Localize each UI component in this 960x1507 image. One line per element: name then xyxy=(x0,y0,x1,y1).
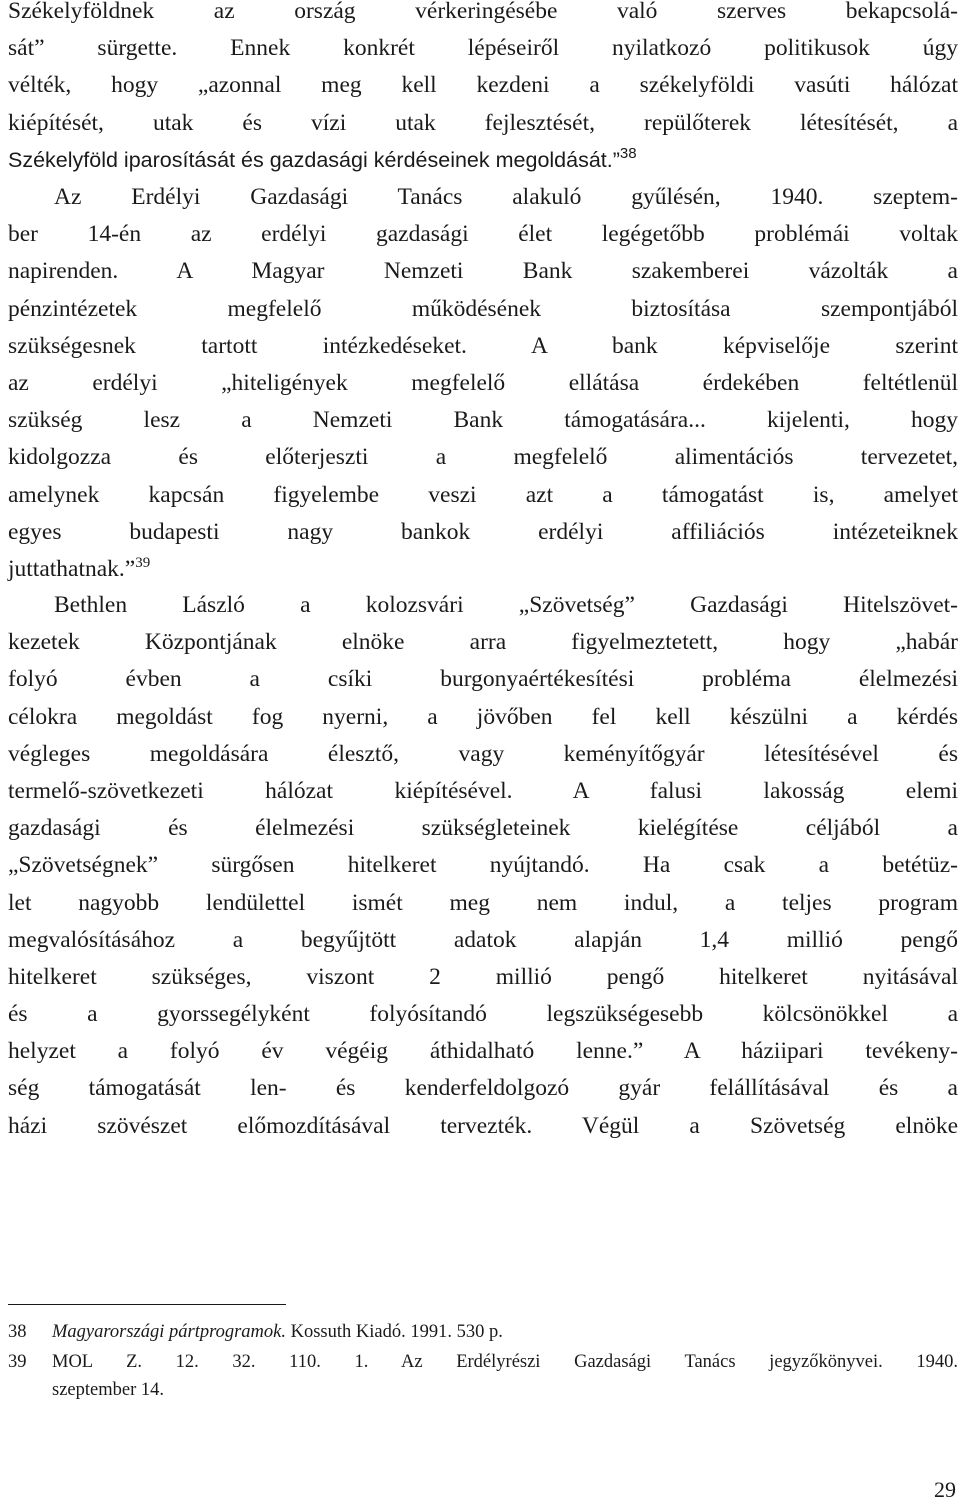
text-line: kidolgozza és előterjeszti a megfelelő alimentációs tervezetet, xyxy=(8,444,958,471)
footnote-text: szeptember 14. xyxy=(52,1380,164,1400)
text-line: pénzintézetek megfelelő működésének biztosítása szempontjából xyxy=(8,295,958,322)
text-line: gazdasági és élelmezési szükségleteinek kielégítése céljából a xyxy=(8,815,958,842)
text-line: helyzet a folyó év végéig áthidalható lenne.” A háziipari tevékeny- xyxy=(8,1038,958,1065)
text-line: és a gyorssegélyként folyósítandó legszükségesebb kölcsönökkel a xyxy=(8,1001,958,1028)
footnote-text: MOL Z. 12. 32. 110. 1. Az Erdélyrészi Gazdasági Tanács jegyzőkönyvei. 1940. xyxy=(52,1352,958,1372)
footnote-divider xyxy=(8,1304,286,1305)
text-line-last xyxy=(8,142,958,179)
footnote-39 xyxy=(8,1348,958,1404)
footnote-ref-38[interactable]: 38 xyxy=(619,144,637,162)
text-line-content: juttathatnak.” xyxy=(8,555,136,582)
text-line: végleges megoldására élesztő, vagy keményítőgyár létesítésével és xyxy=(8,740,958,767)
text-line: amelynek kapcsán figyelembe veszi azt a támogatást is, amelyet xyxy=(8,481,958,508)
footnote-number: 38 xyxy=(8,1322,27,1342)
text-line: célokra megoldást fog nyerni, a jövőben fel kell készülni a kérdés xyxy=(8,703,958,730)
text-line: termelő-szövetkezeti hálózat kiépítésével. A falusi lakosság elemi xyxy=(8,777,958,804)
text-line: sát” sürgette. Ennek konkrét lépéseiről nyilatkozó politikusok úgy xyxy=(8,35,958,62)
text-line-content: Székelyföld iparosítását és gazdasági kérdéseinek megoldását.” xyxy=(8,147,620,172)
text-line: vélték, hogy „azonnal meg kell kezdeni a székelyföldi vasúti hálózat xyxy=(8,72,958,99)
text-line: Székelyföldnek az ország vérkeringésébe való szerves bekapcsolá- xyxy=(8,0,958,24)
paragraph-1 xyxy=(8,0,958,179)
text-line: egyes budapesti nagy bankok erdélyi affiliációs intézeteiknek xyxy=(8,518,958,545)
footnote-title: Magyarországi pártprogramok. xyxy=(52,1322,286,1342)
footnote-number: 39 xyxy=(8,1352,27,1372)
text-line: „Szövetségnek” sürgősen hitelkeret nyújtandó. Ha csak a betétüz- xyxy=(8,852,958,879)
paragraph-2 xyxy=(8,179,958,588)
text-line: szükségesnek tartott intézkedéseket. A bank képviselője szerint xyxy=(8,332,958,359)
paragraph-3 xyxy=(8,587,958,1145)
footnote-38 xyxy=(8,1318,958,1346)
footnote-ref-39[interactable]: 39 xyxy=(135,554,151,571)
text-line: folyó évben a csíki burgonyaértékesítési probléma élelmezési xyxy=(8,666,958,693)
text-line: kezetek Központjának elnöke arra figyelmeztetett, hogy „habár xyxy=(8,629,958,656)
text-line: kiépítését, utak és vízi utak fejlesztését, repülőterek létesítését, a xyxy=(8,109,958,136)
text-line: ber 14-én az erdélyi gazdasági élet legégetőbb problémái voltak xyxy=(8,221,958,248)
text-line: Az Erdélyi Gazdasági Tanács alakuló gyűlésén, 1940. szeptem- xyxy=(54,184,958,210)
footnote-text xyxy=(52,1318,958,1346)
footnote-source: Kossuth Kiadó. 1991. 530 p. xyxy=(286,1322,503,1342)
text-line: házi szövészet előmozdításával tervezték. Végül a Szövetség elnöke xyxy=(8,1112,958,1139)
footnotes xyxy=(8,1318,958,1404)
text-line: hitelkeret szükséges, viszont 2 millió pengő hitelkeret nyitásával xyxy=(8,963,958,990)
text-line: ség támogatását len- és kenderfeldolgozó gyár felállításával és a xyxy=(8,1075,958,1102)
text-line: let nagyobb lendülettel ismét meg nem indul, a teljes program xyxy=(8,889,958,916)
text-line: megvalósításához a begyűjtött adatok alapján 1,4 millió pengő xyxy=(8,926,958,953)
text-line: szükség lesz a Nemzeti Bank támogatására... kijelenti, hogy xyxy=(8,407,958,434)
text-line: napirenden. A Magyar Nemzeti Bank szakemberei vázolták a xyxy=(8,258,958,285)
text-line-last xyxy=(8,551,958,588)
text-line: az erdélyi „hiteligények megfelelő ellátása érdekében feltétlenül xyxy=(8,369,958,396)
text-line: Bethlen László a kolozsvári „Szövetség” Gazdasági Hitelszövet- xyxy=(54,592,958,618)
page-number: 29 xyxy=(934,1477,956,1502)
